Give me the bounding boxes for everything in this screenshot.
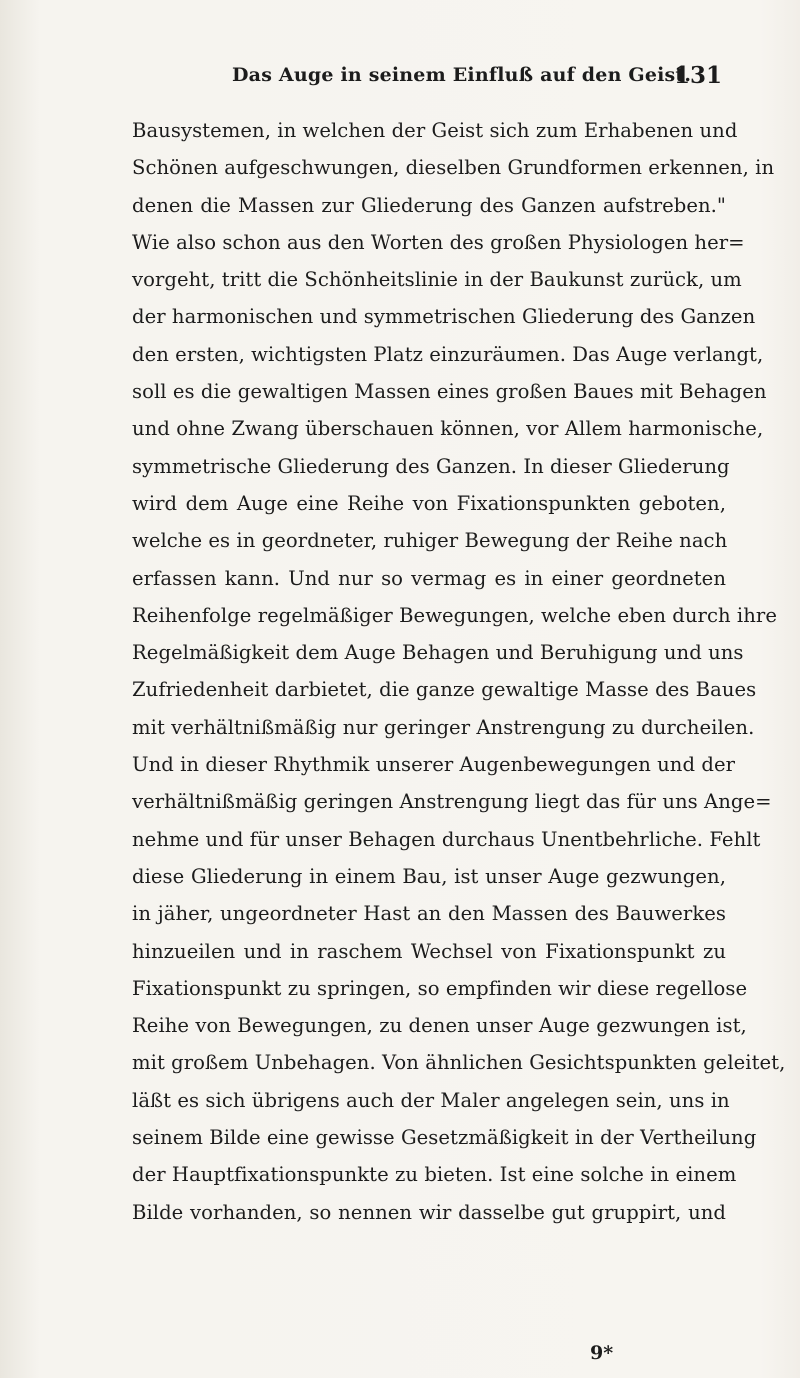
text-line: Regelmäßigkeit dem Auge Behagen und Beruhigung und uns xyxy=(132,641,744,665)
text-line: mit großem Unbehagen. Von ähnlichen Gesichtspunkten geleitet, xyxy=(132,1051,786,1075)
text-line: Wie also schon aus den Worten des großen Physiologen her= xyxy=(132,230,745,254)
text-line: soll es die gewaltigen Massen eines großen Baues mit Behagen xyxy=(132,380,767,404)
text-line: hinzueilen und in raschem Wechsel von Fixationspunkt zu xyxy=(132,939,726,963)
text-line: läßt es sich übrigens auch der Maler angelegen sein, uns in xyxy=(132,1088,730,1112)
text-line: Bausystemen, in welchen der Geist sich zum Erhabenen und xyxy=(132,119,738,142)
text-line: wird dem Auge eine Reihe von Fixationspunkten geboten, xyxy=(132,491,726,515)
text-line: verhältnißmäßig geringen Anstrengung liegt das für uns Ange= xyxy=(132,790,772,814)
text-line: diese Gliederung in einem Bau, ist unser Auge gezwungen, xyxy=(132,864,726,888)
text-line: Reihenfolge regelmäßiger Bewegungen, welche eben durch ihre xyxy=(132,603,777,627)
text-line: in jäher, ungeordneter Hast an den Massen des Bauwerkes xyxy=(132,902,726,926)
text-line: symmetrische Gliederung des Ganzen. In dieser Gliederung xyxy=(132,454,730,478)
text-line: seinem Bilde eine gewisse Gesetzmäßigkeit in der Vertheilung xyxy=(132,1126,757,1150)
text-line: welche es in geordneter, ruhiger Bewegung der Reihe nach xyxy=(132,529,728,553)
text-line: Und in dieser Rhythmik unserer Augenbewegungen und der xyxy=(132,753,736,777)
text-line: und ohne Zwang überschauen können, vor Allem harmonische, xyxy=(132,417,764,441)
text-line: Reihe von Bewegungen, zu denen unser Auge gezwungen ist, xyxy=(132,1014,747,1038)
text-line: Fixationspunkt zu springen, so empfinden wir diese regellose xyxy=(132,976,748,1000)
page-header xyxy=(132,64,722,94)
text-line: vorgeht, tritt die Schönheitslinie in der Baukunst zurück, um xyxy=(132,268,742,292)
text-line: mit verhältnißmäßig nur geringer Anstrengung zu durcheilen. xyxy=(132,715,755,739)
text-line: der Hauptfixationspunkte zu bieten. Ist eine solche in einem xyxy=(132,1163,737,1187)
page-number: 131 xyxy=(673,62,722,89)
text-line: Schönen aufgeschwungen, dieselben Grundformen erkennen, in xyxy=(132,156,775,180)
text-line: erfassen kann. Und nur so vermag es in einer geordneten xyxy=(132,566,726,590)
body-text xyxy=(132,112,786,1231)
text-line: Zufriedenheit darbietet, die ganze gewaltige Masse des Baues xyxy=(132,678,757,702)
running-head: Das Auge in seinem Einfluß auf den Geist. xyxy=(232,64,692,86)
text-line: nehme und für unser Behagen durchaus Unentbehrliche. Fehlt xyxy=(132,827,761,851)
signature-mark: 9* xyxy=(590,1342,614,1364)
text-line: Bilde vorhanden, so nennen wir dasselbe gut gruppirt, und xyxy=(132,1200,726,1224)
text-line: den ersten, wichtigsten Platz einzuräumen. Das Auge verlangt, xyxy=(132,342,764,366)
text-line: der harmonischen und symmetrischen Gliederung des Ganzen xyxy=(132,305,756,329)
text-line: denen die Massen zur Gliederung des Ganzen aufstreben." xyxy=(132,193,726,217)
